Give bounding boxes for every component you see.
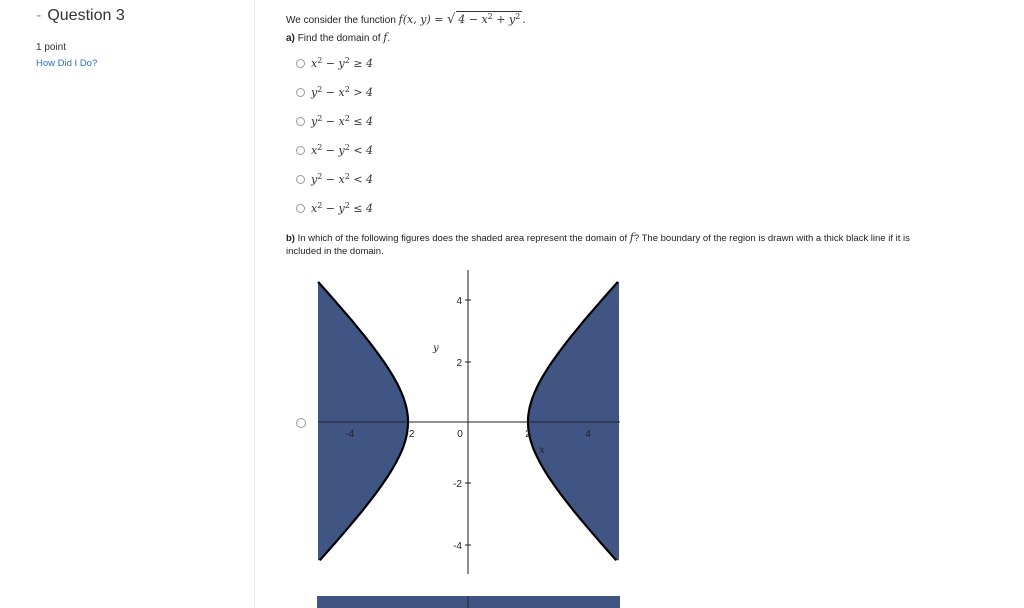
x-tick-label: -2: [405, 429, 415, 440]
option-exponent: 2: [317, 201, 323, 210]
option-relation: ≤ 4: [349, 202, 374, 215]
collapse-toggle[interactable]: -: [36, 7, 42, 24]
option-relation: ≥ 4: [349, 57, 374, 70]
y-tick-label: -2: [453, 479, 462, 490]
option-term-2: − x: [322, 115, 345, 128]
part-b-label: b): [286, 233, 295, 244]
sqrt-icon: √: [446, 12, 456, 27]
option-exponent: 2: [317, 114, 323, 123]
y-tick-label: 2: [456, 358, 462, 369]
x-tick-label: 4: [585, 429, 591, 440]
option-term-1: y: [311, 173, 318, 186]
x-tick-label: -4: [345, 429, 355, 440]
option-relation: < 4: [349, 144, 374, 157]
option-exponent: 2: [317, 172, 323, 181]
option-term-2: − y: [322, 144, 345, 157]
part-a-text: Find the domain of: [297, 33, 381, 44]
part-a-var: f: [383, 31, 388, 44]
option-term-2: − x: [322, 86, 345, 99]
option-exponent: 2: [317, 56, 323, 65]
part-b-text: In which of the following figures does the shaded area represent the domain of: [297, 233, 628, 244]
option-exponent: 2: [344, 85, 350, 94]
option-relation: ≤ 4: [349, 115, 374, 128]
option-term-1: x: [311, 57, 318, 70]
option-exponent: 2: [344, 114, 350, 123]
option-term-1: y: [311, 115, 318, 128]
question-title: Question 3: [47, 7, 125, 24]
option-exponent: 2: [344, 201, 350, 210]
exponent: 2: [515, 12, 521, 21]
option-term-1: x: [311, 144, 318, 157]
option-relation: > 4: [349, 86, 374, 99]
points-label: 1 point: [36, 42, 67, 53]
option-term-2: − y: [322, 57, 345, 70]
statement-text: We consider the function: [286, 15, 396, 26]
part-a-end: .: [387, 33, 391, 44]
option-term-2: − x: [322, 173, 345, 186]
option-exponent: 2: [317, 85, 323, 94]
y-tick-label: 4: [456, 296, 462, 307]
function-lhs: f(x, y) =: [398, 13, 444, 26]
option-exponent: 2: [344, 172, 350, 181]
x-tick-label: 0: [457, 429, 463, 440]
y-axis-label: y: [433, 343, 439, 354]
x-axis-label: x: [539, 445, 545, 456]
right-shaded-region: [528, 282, 619, 560]
radicand-part-b: + y: [492, 13, 516, 26]
how-did-i-do-link[interactable]: How Did I Do?: [36, 58, 98, 69]
option-exponent: 2: [344, 143, 350, 152]
part-a-label: a): [286, 33, 295, 44]
left-shaded-region: [318, 282, 408, 560]
option-exponent: 2: [344, 56, 350, 65]
radicand-part-a: 4 − x: [458, 13, 488, 26]
exponent: 2: [487, 12, 493, 21]
y-tick-label: -4: [453, 541, 462, 552]
option-term-1: x: [311, 202, 318, 215]
option-exponent: 2: [317, 143, 323, 152]
option-relation: < 4: [349, 173, 374, 186]
option-term-2: − y: [322, 202, 345, 215]
statement-end: .: [522, 13, 526, 26]
x-tick-label: 2: [525, 429, 531, 440]
part-b-text-end: ? The boundary of the region is drawn with a thick black line if it is included in the domain.: [286, 233, 910, 257]
part-b-var: f: [629, 231, 634, 244]
option-term-1: y: [311, 86, 318, 99]
